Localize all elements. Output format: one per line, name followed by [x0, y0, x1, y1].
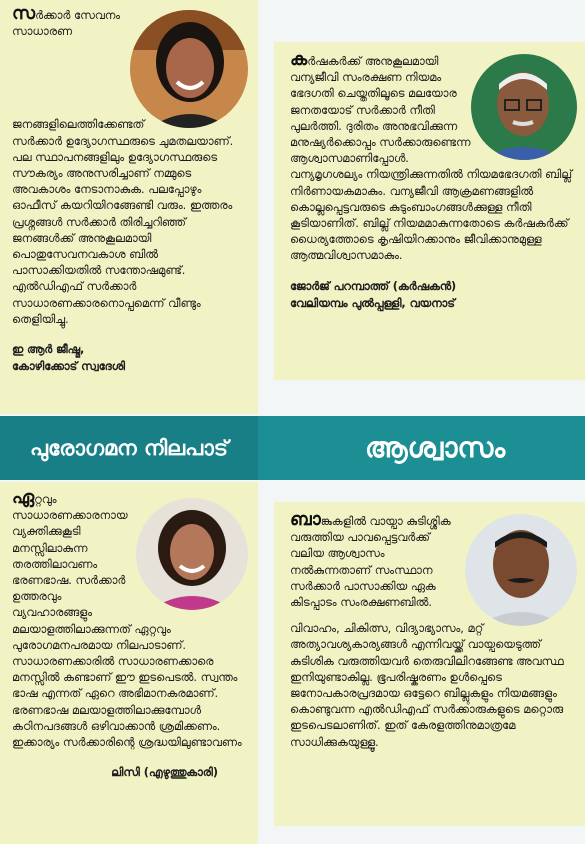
section-heading-left: പുരോഗമന നിലപാട് — [30, 435, 228, 460]
elderly-man-portrait-icon — [471, 54, 577, 160]
man-portrait-icon — [465, 514, 577, 626]
woman-portrait-icon — [136, 498, 248, 610]
letter-author: ലിസി (എഴുത്തുകാരി) — [111, 766, 218, 780]
letter-author: ഇ ആർ ജീഷ്മ, — [12, 343, 85, 357]
letter-author-place: കോഴിക്കോട് സ്വദേശി — [12, 360, 126, 374]
letter-body: ഏറ്റവും സാധാരണക്കാരനായ വ്യക്തിക്കുകൂടി മനസ്സിലാകുന്ന തരത്തിലാവണം ഭരണഭാഷ. സർക്കാർ ഉത്തരവും വ്യവഹാരങ്ങളും മലയാളത്തിലാക്കുന്നത് ഏറ്റവും പുരോഗമനപരമായ നിലപാടാണ്. സാധാരണക്കാരിൽ സാധാരണക്കാരെ മനസ്സിൽ കണ്ടാണ് ഈ ഇടപെടൽ. സ്വന്തം ഭാഷ എന്നത് ഏറെ അഭിമാനകരമാണ്. ഭരണഭാഷ മലയാളത്തിലാക്കുമ്പോൾ കഠിനപദങ്ങൾ ഒഴിവാക്കാൻ ശ്രമിക്കണം. ഇക്കാര്യം സർക്കാരിന്റെ ശ്രദ്ധയിലുണ്ടാവണം — [12, 487, 242, 750]
section-heading-right: ആശ്വാസം — [364, 431, 506, 464]
letter-card-jeeshma — [0, 0, 258, 414]
letter-body: സർക്കാർ സേവനം സാധാരണ ജനങ്ങളിലെത്തിക്കേണ്ടത് സർക്കാർ ഉദ്യോഗസ്ഥരുടെ ചുമതലയാണ്. പല സ്ഥാപനങ്ങളിലും ഉദ്യോഗസ്ഥരുടെ സൗകര്യം അനുസരിച്ചാണ് നമ്മുടെ അവകാശം നേടാനാകുക. പലപ്പോഴും ഓഫീസ് കയറിയിറങ്ങേണ്ടി വരും. ഇത്തരം പ്രശ്നങ്ങൾ സർക്കാർ തിരിച്ചറിഞ്ഞ് ജനങ്ങൾക്ക് അനുകൂലമായി പൊതുസേവനവകാശ ബിൽ പാസാക്കിയതിൽ സന്തോഷമുണ്ട്. എൽഡിഎഫ് സർക്കാർ സാധാരണക്കാരനൊപ്പമെന്ന് വീണ്ടും തെളിയിച്ചു. — [12, 3, 234, 326]
letter-author: ജോർജ് പറമ്പാത്ത് (കർഷകൻ) — [290, 279, 457, 293]
heading-band — [0, 416, 585, 480]
letter-card-lissy — [0, 482, 258, 844]
woman-portrait-icon — [130, 10, 248, 128]
letter-body: വിവാഹം, ചികിത്സ, വിദ്യാഭ്യാസം, മറ്റ് അത്യാവശ്യകാര്യങ്ങൾ എന്നിവയ്ക്ക് വായ്പയെടുത്ത് കുടിശിക വരുത്തിയവർ തെരുവിലിറങ്ങേണ്ട അവസ്ഥ ഇനിയുണ്ടാകില്ല. ഭൂപരിഷ്കരണം ഉൾപ്പെടെ ജനോപകാരപ്രദമായ ഒട്ടേറെ ബില്ലുകളും നിയമങ്ങളും കൊണ്ടുവന്ന എൽഡിഎഫ് സർക്കാരുകളുടെ മറ്റൊരു ഇടപെടലാണിത്. ഇത് കേരളത്തിനുമാത്രമേ സാധിക്കുകയുള്ളൂ. — [290, 621, 564, 749]
letter-card-george — [274, 42, 585, 380]
letter-author-place: വേലിയമ്പം പുൽപ്പള്ളി, വയനാട് — [290, 296, 455, 310]
letter-intro: ബാങ്കുകളിൽ വായ്പാ കുടിശ്ശിക വരുത്തിയ പാവപ്പെട്ടവർക്ക് വലിയ ആശ്വാസം നൽകുന്നതാണ് സംസ്ഥാന സർക്കാർ പാസാക്കിയ ഏക കിടപ്പാടം സംരക്ഷണബിൽ. — [290, 509, 451, 610]
letter-card-bank-loan — [274, 502, 585, 826]
letter-body: കർഷകർക്ക് അനുകൂലമായി വന്യജീവി സംരക്ഷണ നിയമം ഭേദഗതി ചെയ്തതിലൂടെ മലയോര ജനതയോട് സർക്കാർ നീതി പുലർത്തി. ദുരിതം അനുഭവിക്കുന്ന മനുഷ്യർക്കൊപ്പം സർക്കാരുണ്ടെന്ന ആശ്വാസമാണിപ്പോൾ. വന്യമൃഗശല്യം നിയന്ത്രിക്കുന്നതിൽ നിയമഭേദഗതി ബില്ല് നിർണായകമാകും. വന്യജീവി ആക്രമണങ്ങളിൽ കൊല്ലപ്പെട്ടവരുടെ കുടുംബാംഗങ്ങൾക്കുള്ള നീതി കൂടിയാണിത്. ബില്ല് നിയമമാകുന്നതോടെ കർഷകർക്ക് ധൈര്യത്തോടെ കൃഷിയിറക്കാനും ജീവിക്കാനുമുള്ള ആത്മവിശ്വാസമാകും. — [290, 49, 572, 263]
